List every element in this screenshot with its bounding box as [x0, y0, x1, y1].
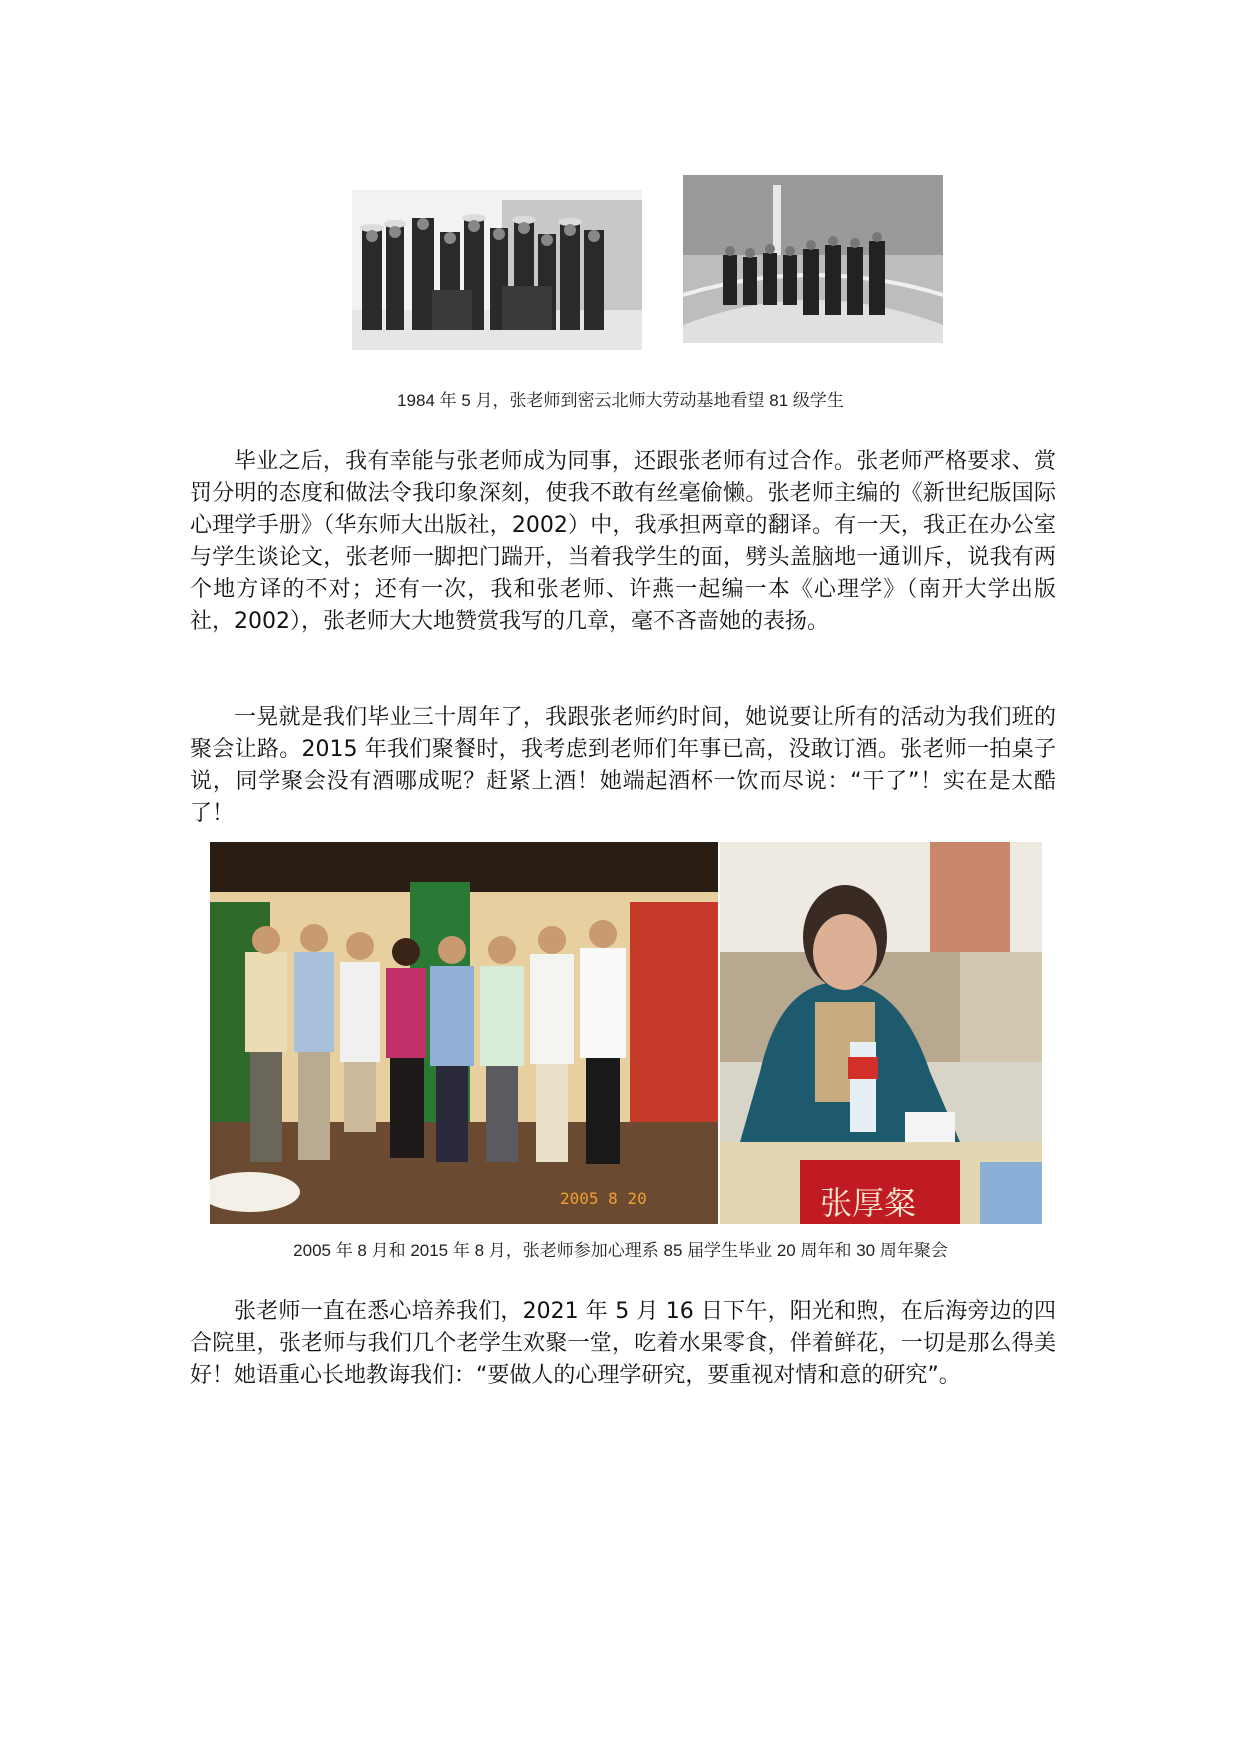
paragraph-colleague: 毕业之后，我有幸能与张老师成为同事，还跟张老师有过合作。张老师严格要求、赏罚分明的态度和做法令我印象深刻，使我不敢有丝毫偷懒。张老师主编的《新世纪版国际心理学手册》（华东师大出版社，2002）中，我承担两章的翻译。有一天，我正在办公室与学生谈论文，张老师一脚把门踹开，当着我学生的面，劈头盖脑地一通训斥，说我有两个地方译的不对；还有一次，我和张老师、许燕一起编一本《心理学》（南开大学出版社，2002），张老师大大地赞赏我写的几章，毫不吝啬她的表扬。 — [190, 449, 1056, 634]
caption-1984: 1984 年 5 月，张老师到密云北师大劳动基地看望 81 级学生 — [397, 391, 844, 410]
caption-2005-2015: 2005 年 8 月和 2015 年 8 月，张老师参加心理系 85 届学生毕业 20 周年和 30 周年聚会 — [293, 1241, 948, 1260]
photo-date-stamp: 2005 8 20 — [560, 1189, 647, 1208]
paragraph-reunion: 一晃就是我们毕业三十周年了，我跟张老师约时间，她说要让所有的活动为我们班的聚会让路。2015 年我们聚餐时，我考虑到老师们年事已高，没敢订酒。张老师一拍桌子说，同学聚会没有酒哪成呢？赶紧上酒！她端起酒杯一饮而尽说：“干了”！实在是太酷了！ — [190, 705, 1056, 826]
photo-2015-portrait — [720, 842, 1042, 1224]
name-card-text: 张厚粲 — [820, 1184, 917, 1222]
paragraph-courtyard: 张老师一直在悉心培养我们，2021 年 5 月 16 日下午，阳光和煦，在后海旁边的四合院里，张老师与我们几个老学生欢聚一堂，吃着水果零食，伴着鲜花，一切是那么得美好！她语重心长地教诲我们：“要做人的心理学研究，要重视对情和意的研究”。 — [190, 1299, 1056, 1388]
photo-2005-reunion — [210, 842, 718, 1224]
photo-1984-group-left — [352, 190, 642, 350]
photo-1984-group-bridge — [683, 175, 943, 343]
